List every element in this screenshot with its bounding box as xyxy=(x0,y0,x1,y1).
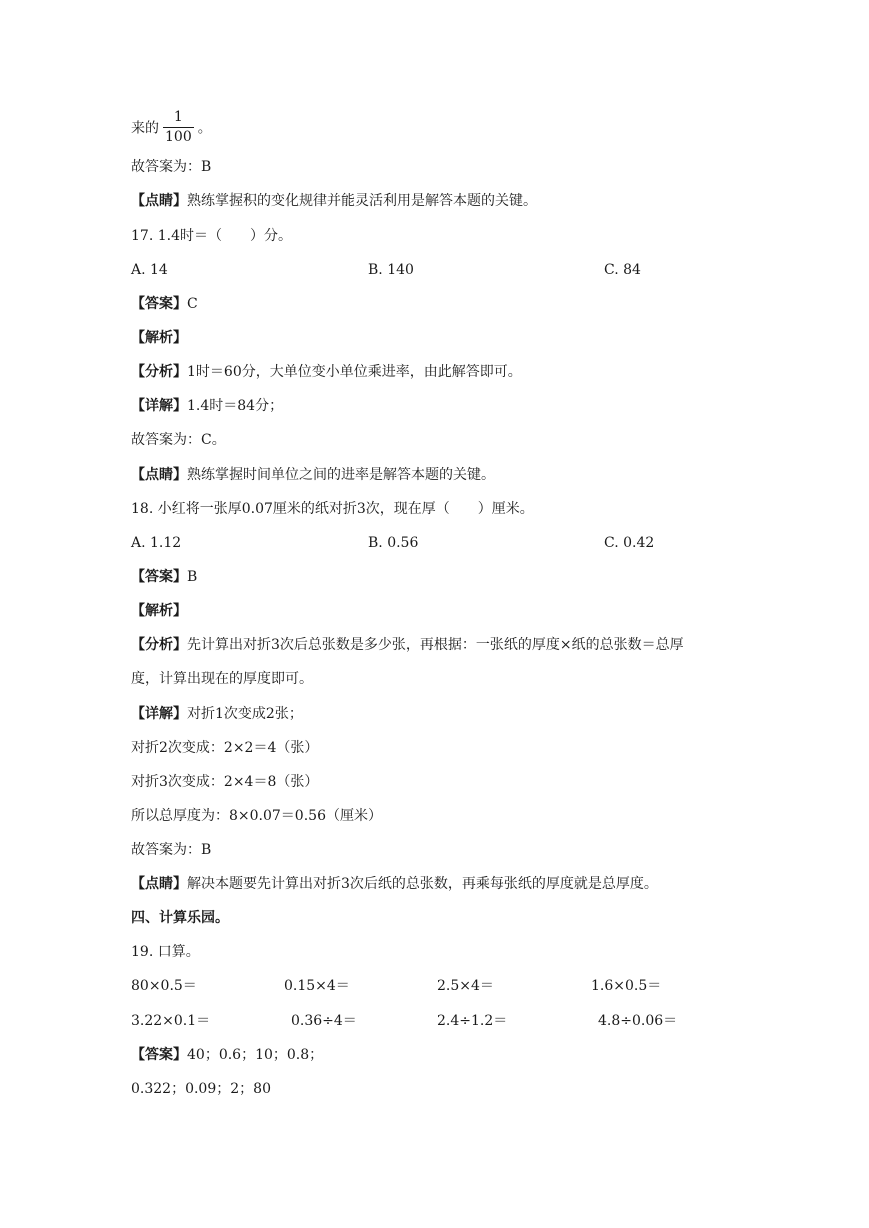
q18-analysis-tag: 【解析】 xyxy=(131,603,187,619)
q17-answer xyxy=(131,295,198,313)
q19-row1-item-1: 80×0.5＝ xyxy=(131,978,197,994)
q17-detail-text: 1.4时＝84分； xyxy=(187,398,284,414)
q18-detail-text-4: 所以总厚度为：8×0.07＝0.56（厘米） xyxy=(131,808,382,824)
q18-detail xyxy=(131,705,303,723)
section-four-title: 四、计算乐园。 xyxy=(131,910,229,926)
q19-answer-text-1: 40；0.6；10；0.8； xyxy=(187,1047,324,1063)
q16-review-text: 熟练掌握积的变化规律并能灵活利用是解答本题的关键。 xyxy=(187,193,537,209)
q17-detail xyxy=(131,397,283,415)
q17-analysis-tag: 【解析】 xyxy=(131,330,187,346)
q18-review-tag: 【点睛】 xyxy=(131,876,187,892)
fraction-numerator: 1 xyxy=(173,109,183,125)
q19-row2-item-2: 0.36÷4＝ xyxy=(291,1013,357,1029)
q17-stem: 17. 1.4时＝（ ）分。 xyxy=(131,228,292,244)
q17-answer-line: 故答案为：C。 xyxy=(131,432,226,448)
q17-answer-tag: 【答案】 xyxy=(131,296,187,312)
q19-answer xyxy=(131,1046,323,1064)
q18-fenxi xyxy=(131,636,684,654)
q19-row1-item-4: 1.6×0.5＝ xyxy=(591,978,662,994)
q19-stem: 19. 口算。 xyxy=(131,944,200,960)
q17-review xyxy=(131,466,495,484)
q18-answer-tag: 【答案】 xyxy=(131,569,187,585)
q18-review-text: 解决本题要先计算出对折3次后纸的总张数，再乘每张纸的厚度就是总厚度。 xyxy=(187,876,658,892)
q18-fenxi-tag: 【分析】 xyxy=(131,637,187,653)
q18-detail-text-2: 对折2次变成：2×2＝4（张） xyxy=(131,740,319,756)
q19-row2-item-1: 3.22×0.1＝ xyxy=(131,1013,211,1029)
q19-row1-item-2: 0.15×4＝ xyxy=(284,978,350,994)
q18-answer-value: B xyxy=(187,569,198,585)
q19-answer-tag: 【答案】 xyxy=(131,1047,187,1063)
q16-review-tag: 【点睛】 xyxy=(131,193,187,209)
q19-row1-item-3: 2.5×4＝ xyxy=(437,978,494,994)
q18-detail-text-1: 对折1次变成2张； xyxy=(187,706,303,722)
q19-answer-text-2: 0.322；0.09；2；80 xyxy=(131,1081,271,1097)
q18-option-a: A. 1.12 xyxy=(131,535,182,551)
q18-option-c: C. 0.42 xyxy=(604,535,655,551)
fraction-bar xyxy=(163,127,194,128)
q17-fenxi-text: 1时＝60分，大单位变小单位乘进率，由此解答即可。 xyxy=(187,364,522,380)
q17-answer-value: C xyxy=(187,296,198,312)
q17-review-text: 熟练掌握时间单位之间的进率是解答本题的关键。 xyxy=(187,467,495,483)
q18-fenxi-text-2: 度，计算出现在的厚度即可。 xyxy=(131,671,313,687)
q18-answer-line: 故答案为：B xyxy=(131,842,212,858)
q17-option-c: C. 84 xyxy=(604,262,641,278)
fraction-prefix: 来的 xyxy=(131,120,159,137)
q18-answer xyxy=(131,568,197,586)
q17-option-b: B. 140 xyxy=(368,262,414,278)
fraction-suffix: 。 xyxy=(197,120,212,137)
q18-fenxi-text-1: 先计算出对折3次后总张数是多少张，再根据：一张纸的厚度×纸的总张数＝总厚 xyxy=(187,637,684,653)
q18-option-b: B. 0.56 xyxy=(368,535,419,551)
q16-review xyxy=(131,192,537,210)
q19-row2-item-3: 2.4÷1.2＝ xyxy=(437,1013,508,1029)
q18-stem: 18. 小红将一张厚0.07厘米的纸对折3次，现在厚（ ）厘米。 xyxy=(131,501,534,517)
q16-answer-line: 故答案为：B xyxy=(131,159,212,175)
q17-fenxi xyxy=(131,363,522,381)
q17-option-a: A. 14 xyxy=(131,262,168,278)
q17-fenxi-tag: 【分析】 xyxy=(131,364,187,380)
q17-review-tag: 【点睛】 xyxy=(131,467,187,483)
q18-detail-text-3: 对折3次变成：2×4＝8（张） xyxy=(131,774,319,790)
q17-detail-tag: 【详解】 xyxy=(131,398,187,414)
fraction-denominator: 100 xyxy=(165,129,192,145)
q18-detail-tag: 【详解】 xyxy=(131,706,187,722)
fraction-line xyxy=(131,110,212,147)
q18-review xyxy=(131,875,658,893)
q19-row2-item-4: 4.8÷0.06＝ xyxy=(598,1013,678,1029)
fraction-1-over-100 xyxy=(163,109,194,146)
